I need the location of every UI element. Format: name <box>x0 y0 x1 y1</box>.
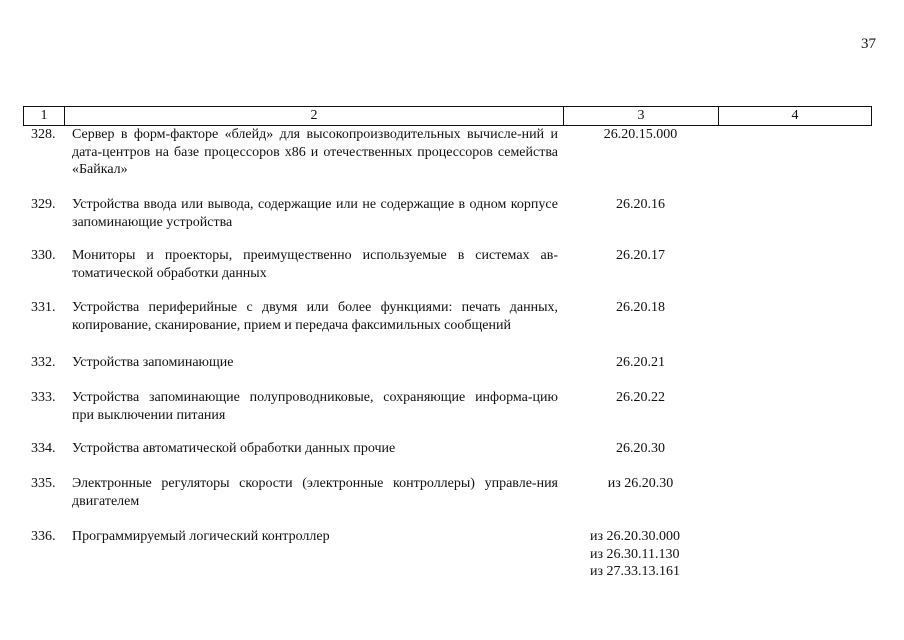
row-number: 329. <box>31 197 56 212</box>
header-col-4: 4 <box>791 108 799 123</box>
code-value: из 26.20.30.000 <box>590 529 681 544</box>
row-description: Электронные регуляторы скорости (электронные контроллеры) управле-ния двигателем <box>72 476 558 509</box>
row-code <box>563 247 718 265</box>
row-description: Мониторы и проекторы, преимущественно используемые в системах ав-томатической обработки данных <box>72 248 558 281</box>
row-description: Устройства запоминающие <box>72 355 234 370</box>
header-col-3: 3 <box>564 107 719 125</box>
header-col-1: 1 <box>24 107 65 125</box>
code-value: из 26.30.11.130 <box>590 546 680 562</box>
code-value: 26.20.15.000 <box>603 127 678 142</box>
row-description: Программируемый логический контроллер <box>72 529 330 544</box>
row-code <box>563 354 718 372</box>
row-number: 335. <box>31 476 56 491</box>
row-number: 331. <box>31 300 56 315</box>
row-description: Устройства ввода или вывода, содержащие или не содержащие в одном корпусе запоминающие устройства <box>72 197 558 230</box>
row-number: 333. <box>31 390 56 405</box>
code-value: 26.20.22 <box>616 390 665 405</box>
code-value: 26.20.30 <box>616 441 665 456</box>
row-description: Устройства запоминающие полупроводниковые, сохраняющие информа-цию при выключении питания <box>72 390 558 423</box>
row-code <box>563 299 718 317</box>
row-code <box>563 440 718 458</box>
page-number: 37 <box>861 36 876 52</box>
row-code <box>563 126 718 144</box>
row-code <box>590 528 720 581</box>
row-description: Устройства автоматической обработки данных прочие <box>72 441 396 456</box>
row-description: Сервер в форм-факторе «блейд» для высокопроизводительных вычисле-ний и дата-центров на базе процессоров x86 и отечественных процессоров семейства «Байкал» <box>72 127 558 177</box>
row-number: 334. <box>31 441 56 456</box>
table-header <box>23 106 872 126</box>
row-code <box>563 389 718 407</box>
row-number: 332. <box>31 355 56 370</box>
row-code <box>563 475 718 493</box>
row-number: 330. <box>31 248 56 263</box>
code-value: из 27.33.13.161 <box>590 564 681 579</box>
row-number: 336. <box>31 529 56 544</box>
row-number: 328. <box>31 127 56 142</box>
row-code <box>563 196 718 214</box>
code-value: 26.20.16 <box>616 197 665 212</box>
code-value: 26.20.17 <box>616 248 665 263</box>
header-col-2: 2 <box>65 107 564 125</box>
code-value: 26.20.18 <box>616 300 665 315</box>
code-value: из 26.20.30 <box>607 476 674 491</box>
row-description: Устройства периферийные с двумя или более функциями: печать данных, копирование, сканирование, прием и передача факсимильных сообщений <box>72 300 558 333</box>
code-value: 26.20.21 <box>616 355 665 370</box>
